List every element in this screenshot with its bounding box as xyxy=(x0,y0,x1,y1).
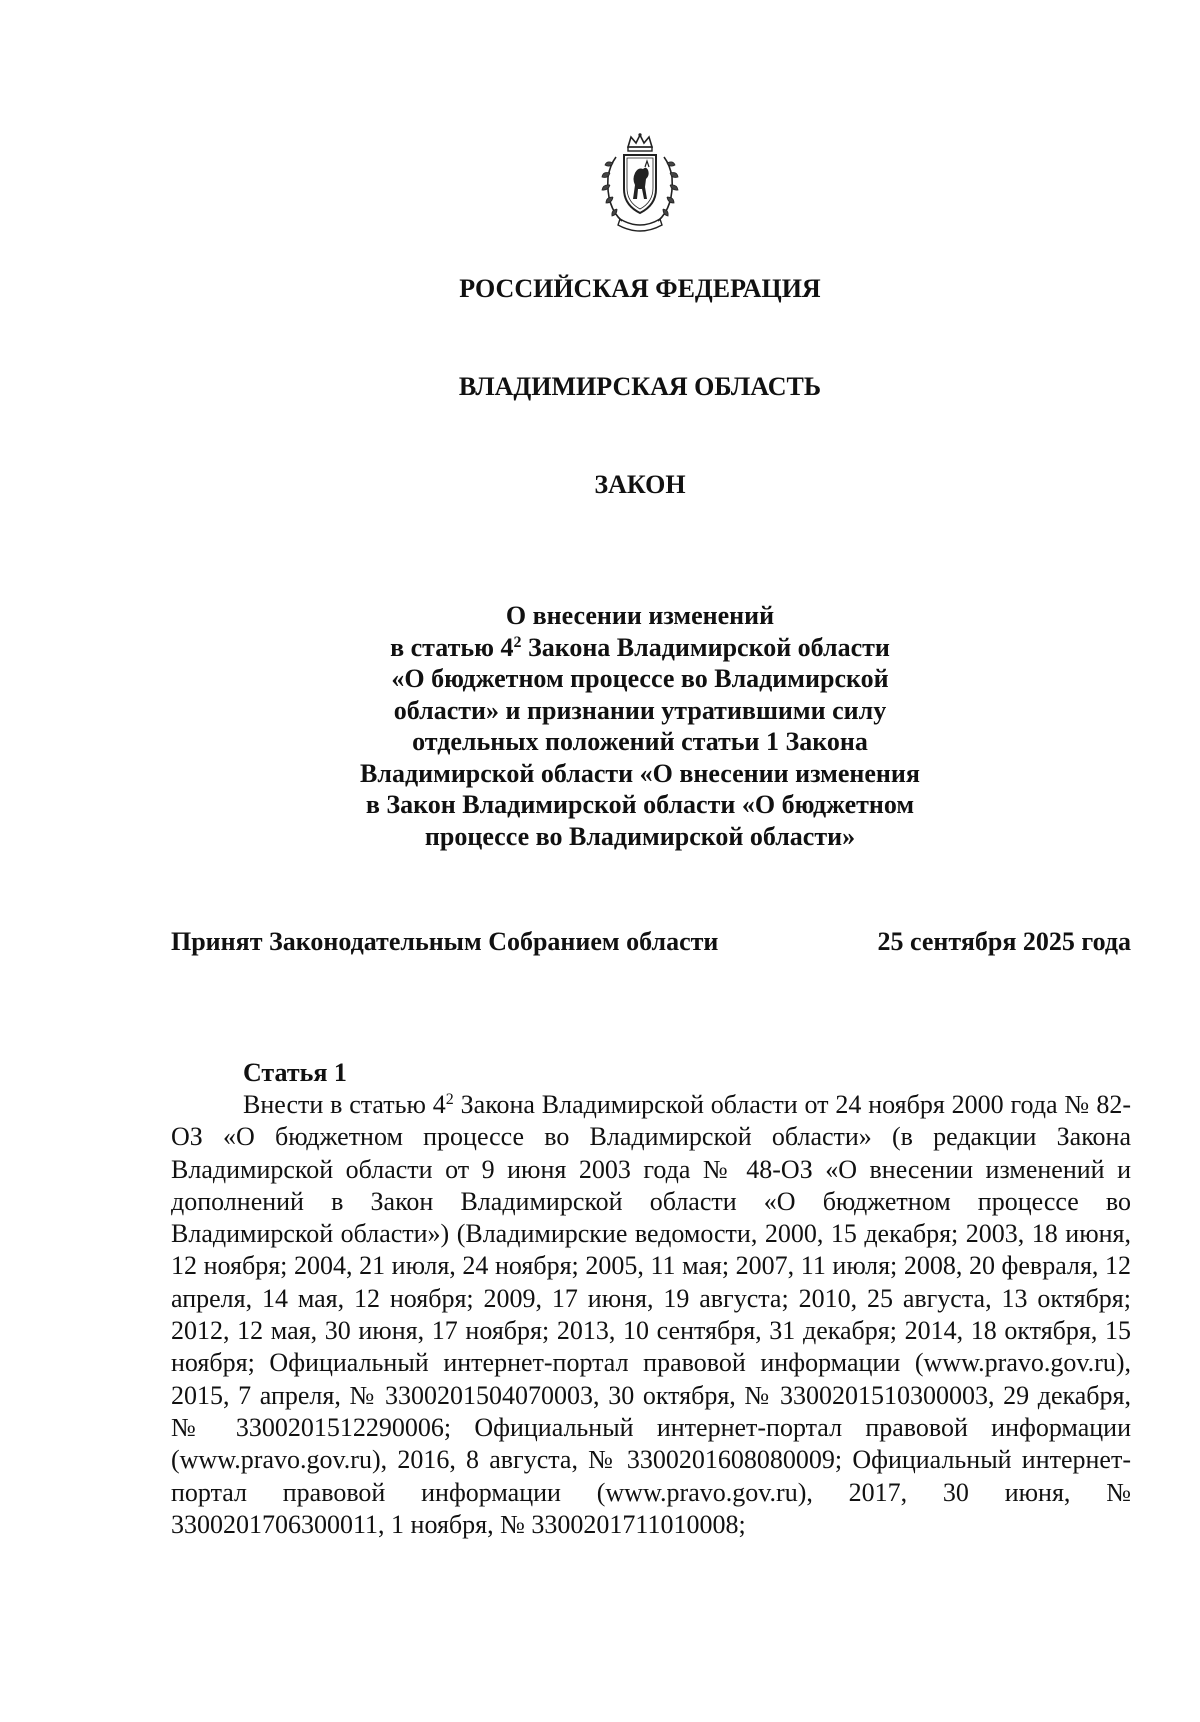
title-text: в статью 4 xyxy=(390,632,514,662)
title-line: «О бюджетном процессе во Владимирской xyxy=(391,664,889,693)
article-heading: Статья 1 xyxy=(243,1058,347,1087)
title-line xyxy=(250,632,1030,664)
article-superscript: 2 xyxy=(445,1091,454,1108)
adoption-date: 25 сентября 2025 года xyxy=(877,927,1131,956)
header-country: РОССИЙСКАЯ ФЕДЕРАЦИЯ xyxy=(459,274,821,303)
adoption-label: Принят Законодательным Собранием области xyxy=(171,927,719,956)
document-type: ЗАКОН xyxy=(594,470,686,499)
title-line: Владимирской области «О внесении изменения xyxy=(360,758,920,788)
title-line: отдельных положений статьи 1 Закона xyxy=(412,727,868,756)
article-body xyxy=(171,1089,1131,1541)
article-text: Внести в статью 4 xyxy=(243,1090,446,1119)
title-text: Закона Владимирской области xyxy=(521,632,890,662)
law-title xyxy=(250,600,1030,852)
title-line: в Закон Владимирской области «О бюджетном xyxy=(365,790,915,819)
article-text: Закона Владимирской области от 24 ноября 2000 года № 82-ОЗ «О бюджетном процессе во Владимирской области» (в редакции Закона Владимирской области от 9 июня 2003 года № 48-ОЗ «О внесении изменений и дополнений в Закон Владимирской области «О бюджетном процессе во Владимирской области») (Владимирские ведомости, 2000, 15 декабря; 2003, 18 июня, 12 ноября; 2004, 21 июля, 24 ноября; 2005, 11 мая; 2007, 11 июля; 2008, 20 февраля, 12 апреля, 14 мая, 12 ноября; 2009, 17 июня, 19 августа; 2010, 25 августа, 13 октября; 2012, 12 мая, 30 июня, 17 ноября; 2013, 10 сентября, 31 декабря; 2014, 18 октября, 15 ноября; Официальный интернет-портал правовой информации (www.pravo.gov.ru), 2015, 7 апреля, № 3300201504070003, 30 октября, № 3300201510300003, 29 декабря, № 3300201512290006; Официальный интернет-портал правовой информации (www.pravo.gov.ru), 2016, 8 августа, № 3300201608080009; Официальный интернет-портал правовой информации (www.pravo.gov.ru), 2017, 30 июня, № 3300201706300011, 1 ноября, № 3300201711010008; xyxy=(171,1090,1131,1539)
coat-of-arms-icon xyxy=(598,133,682,233)
header-region: ВЛАДИМИРСКАЯ ОБЛАСТЬ xyxy=(458,372,822,401)
title-line: области» и признании утратившими силу xyxy=(393,695,887,725)
title-line: О внесении изменений xyxy=(505,601,775,630)
adoption-line xyxy=(171,927,1131,967)
title-line: процессе во Владимирской области» xyxy=(424,821,856,851)
title-superscript: 2 xyxy=(513,633,522,651)
